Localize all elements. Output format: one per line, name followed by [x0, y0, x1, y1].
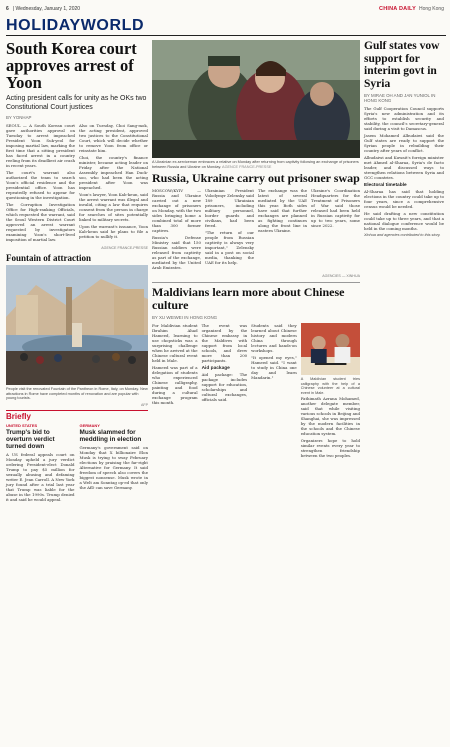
fountain-caption: People visit the renovated Fountain of the Pantheon in Rome, Italy, on Monday. New attractions in Rome have completed months of renovation and are popular with young tourists. [6, 387, 148, 401]
maldives-paragraph: Organizers hope to hold similar events every year to strengthen friendship between the two peoples. [300, 437, 360, 458]
fountain-credit: AFP [141, 402, 148, 407]
russia-col2 [205, 188, 254, 272]
korea-body-col1 [6, 123, 75, 244]
maldives-paragraph: The event was organized by the Chinese embassy in the Maldives with support from local schools, and drew more than 200 participants. [201, 323, 248, 364]
gulf-paragraph: Albudaiwi and Kuwait's foreign minister met Ahmed al-Sharaa, Syria's de facto leader, and discussed ways to strengthen relations between Syria and GCC countries. [364, 155, 444, 180]
briefs-list [6, 423, 148, 502]
russia-col3 [258, 188, 307, 272]
middle-column [152, 40, 360, 460]
gulf-paragraph: Al-Sharaa has said that holding elections in the country could take up to four years, since a comprehensive census would be needed. [364, 189, 444, 209]
briefs-title: Briefly [6, 410, 148, 421]
maldives-paragraph: Aid package: The package includes support for education, scholarships and cultural exchanges, officials said. [201, 372, 248, 403]
gulf-headline[interactable]: Gulf states vow support for interim govt in Syria [364, 40, 440, 90]
gulf-paragraph: He said drafting a new constitution could take up to three years, and that a national dialogue conference would be held in the coming months. [364, 211, 444, 231]
maldives-paragraph: "It opened my eyes," Hameed said. "I want to study in China one day and learn Mandarin." [251, 355, 297, 381]
brief-body: Germany's government said on Monday that X billionaire Elon Musk is trying to sway February elections by praising the far-right Alternative for Germany. It said freedom of speech also covers the biggest nonsense. Musk wrote in a Welt am Sonntag op-ed that only the AfD can save Germany. [79, 444, 148, 490]
maldives-photo[interactable] [301, 323, 360, 375]
russia-photo-caption [152, 160, 360, 169]
brief-item[interactable] [80, 423, 149, 502]
russia-paragraph: "The return of our people from Russian captivity is always very important," Zelensky said in a post on social media, thanking the UAE for its help. [205, 230, 254, 266]
korea-byline: BY YONHAP [6, 115, 32, 121]
gulf-body [364, 106, 444, 180]
right-column [364, 40, 444, 237]
maldives-paragraph: Hameed was part of a delegation of students who experienced Chinese calligraphy, painting and food during a cultural exchange program this month. [152, 365, 198, 406]
brief-headline[interactable]: Trump's bid to overturn verdict turned down [6, 428, 55, 450]
maldives-paragraph: Fathimath Azrana Mohamed, another delegate member, said that while visiting various schools in Beijing and Shanghai, she was impressed by the modern facilities in the schools and the Chinese education system. [300, 395, 360, 436]
korea-paragraph: Upon the warrant's issuance, Yoon Kab-keun said he plans to file a petition to nullify it. [79, 224, 148, 240]
korea-headline[interactable]: South Korea court approves arrest of Yoon [6, 39, 137, 92]
gulf-contributors: Xinhua and agencies contributed to this story. [364, 233, 441, 237]
maldives-col2 [202, 323, 248, 459]
russia-photo-credit: AGENCE FRANCE-PRESSE [222, 164, 272, 169]
gulf-subhead: Electoral timetable [364, 183, 407, 188]
maldives-col1 [152, 323, 198, 459]
korea-paragraph: SEOUL — A South Korean court gave authorities approval on Tuesday to arrest impeached President Yoon Suk-yeol for imposing martial law, marking the first time that a sitting president has faced arrest in a country reeling from its deadliest air crash in recent years. [6, 123, 75, 169]
issue-date: | Wednesday, January 1, 2020 [12, 5, 81, 12]
gulf-paragraph: The Gulf Cooperation Council supports Syria's new administration and its efforts to establish security and stability, the council's secretary-general said during a visit to Damascus. [364, 106, 444, 131]
russia-paragraph: Ukrainian President Volodymyr Zelensky said 189 Ukrainian prisoners, including military personnel, border guards and civilians, had been freed. [205, 188, 254, 229]
maldives-byline: BY XU WEIWEI IN HONG KONG [152, 315, 218, 321]
maldives-col3 [251, 323, 297, 459]
brand-name[interactable]: CHINA DAILY [379, 5, 416, 12]
maldives-subhead: Aid package [201, 366, 230, 372]
brief-headline[interactable]: Musk slammed for meddling in election [79, 428, 142, 443]
korea-body [6, 123, 148, 244]
maldives-body [152, 323, 360, 459]
korea-paragraph: Also on Tuesday, Choi Sang-mok, the acting president, approved two justices to the Constitutional Court, which will decide whether to remove Yoon from office or reinstate him. [79, 123, 148, 154]
maldives-photo-caption: A Maldivian student tries calligraphy with the help of a Chinese volunteer at a cultural event in Male. [300, 377, 360, 395]
russia-body [152, 188, 360, 272]
korea-paragraph: Choi, the country's finance minister, became acting leader on Friday after the National Assembly impeached Han Duck-soo, who had been the acting president after Yoon was impeached. [79, 155, 148, 191]
korea-paragraph: The Corruption Investigation Office for High-ranking Officials, which requested the warrant, said the Seoul Western District Court approved an arrest warrant requested by investigators examining Yoon's short-lived imposition of martial law. [6, 202, 75, 243]
korea-deck: Acting president calls for unity as he OKs two Constitutional Court justices [6, 95, 147, 111]
brand-edition: Hong Kong [418, 5, 444, 12]
maldives-headline[interactable]: Maldivians learn more about Chinese culture [152, 285, 345, 313]
divider [152, 282, 360, 283]
masthead-bar [6, 3, 444, 14]
russia-col4 [311, 188, 360, 272]
section-title: HOLIDAYWORLD [6, 17, 145, 34]
russia-credit: AGENCIES — XINHUA [322, 274, 360, 279]
brief-item[interactable] [6, 423, 75, 502]
fountain-headline[interactable]: Fountain of attraction [6, 253, 91, 264]
russia-caption-text: A Ukrainian ex-serviceman embraces a relative on Monday after returning from captivity following an exchange of prisoners between Russia and Ukraine on Monday. [152, 160, 359, 169]
gulf-byline: BY MIRAE OH AND JAN YUNIOL IN HONG KONG [364, 93, 436, 103]
fountain-image [6, 265, 148, 385]
section-header [6, 16, 446, 36]
fountain-photo[interactable] [6, 265, 148, 385]
russia-image [152, 40, 360, 158]
korea-paragraph: The court's warrant also authorized the team to search Yoon's official residence and the presidential office. Yoon has repeatedly refused to appear for questioning in the investigation. [6, 170, 75, 201]
maldives-col4 [301, 323, 360, 459]
gulf-paragraph: Jasem Mohamed Albudaiwi said the Gulf states are ready to support the Syrian people in rebuilding their country after years of conflict. [364, 133, 444, 153]
russia-paragraph: Russia's Defense Ministry said that 150 Russian soldiers were released from captivity as part of the exchange, mediated by the United Arab Emirates. [152, 235, 201, 271]
korea-body-col2 [79, 123, 148, 244]
russia-paragraph: Ukraine's Coordination Headquarters for the Treatment of Prisoners of War said those released had been held in Russian captivity for up to two years, some since 2022. [311, 188, 360, 229]
left-column [6, 40, 148, 502]
russia-paragraph: The exchange was the latest of several mediated by the UAE this year. Both sides have said that further exchanges are planned as fighting continues along the front line in eastern Ukraine. [258, 188, 307, 234]
maldives-paragraph: Students said they learned about Chinese history and modern China through lectures and hands-on workshops. [251, 323, 297, 354]
maldives-paragraph: For Maldivian student Ibrahim Ahad Hameed, learning to use chopsticks was a surprising challenge when he arrived at the Chinese cultural event held in Male. [152, 323, 198, 364]
brief-country: GERMANY [79, 422, 100, 428]
brief-country: UNITED STATES [6, 422, 38, 428]
brief-body: A US federal appeals court on Monday upheld a jury verdict ordering President-elect Donald Trump to pay $5 million for sexually abusing and defaming writer E. Jean Carroll. A New York jury found after a trial last year that Trump was liable for the abuse in the 1990s. Trump denied it and said he would appeal. [6, 451, 75, 502]
russia-paragraph: MOSCOW/KYIV — Russia and Ukraine carried out a new exchange of prisoners on Monday, with the two sides bringing home a combined total of more than 300 former captives. [152, 188, 201, 234]
page-number: 6 [6, 5, 9, 12]
russia-headline[interactable]: Russia, Ukraine carry out prisoner swap [152, 171, 360, 186]
russia-col1 [152, 188, 201, 272]
korea-paragraph: Yoon's lawyer, Yoon Kab-keun, said the arrest warrant was illegal and invalid, citing a law that requires consent from the person in charge for searches of sites potentially linked to military secrets. [79, 192, 148, 223]
gulf-body-2 [364, 189, 444, 231]
korea-credit: AGENCE FRANCE-PRESSE [101, 246, 148, 251]
russia-photo[interactable] [152, 40, 360, 158]
maldives-image [301, 323, 360, 375]
